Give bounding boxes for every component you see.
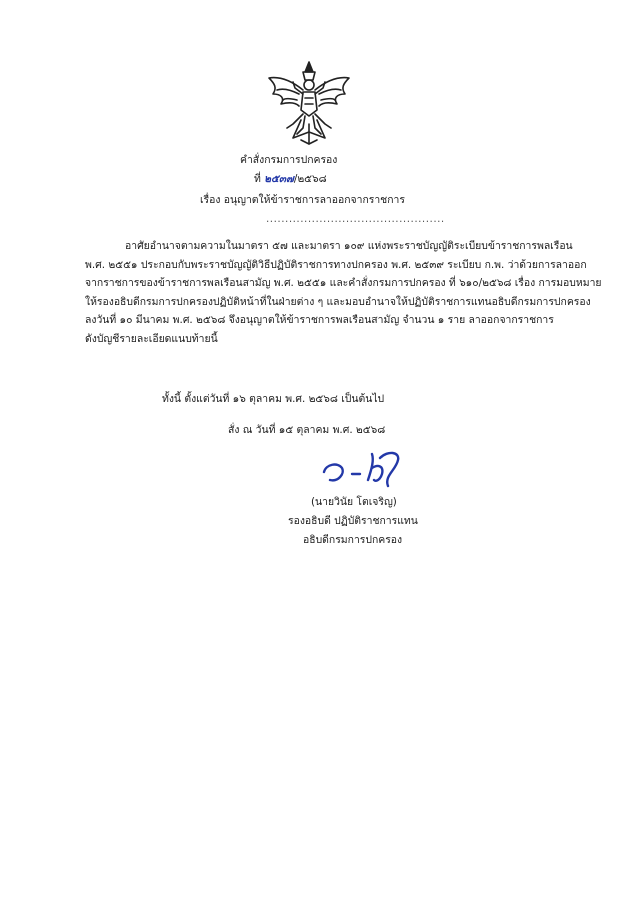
- garuda-emblem-icon: [263, 58, 355, 150]
- body-line: ลงวันที่ ๑๐ มีนาคม พ.ศ. ๒๕๖๘ จึงอนุญาตให้ข้าราชการพลเรือนสามัญ จำนวน ๑ ราย ลาออกจากราชการ: [85, 314, 554, 327]
- body-line: ดังบัญชีรายละเอียดแนบท้ายนี้: [85, 332, 218, 345]
- order-number-prefix: ที่: [254, 173, 261, 185]
- order-number-suffix: /๒๕๖๘: [293, 173, 327, 185]
- order-number: [254, 171, 327, 187]
- issuer-title: คำสั่งกรมการปกครอง: [240, 154, 338, 166]
- order-date: สั่ง ณ วันที่ ๑๕ ตุลาคม พ.ศ. ๒๕๖๘: [228, 424, 386, 436]
- order-body: [85, 237, 605, 349]
- body-line: อาศัยอำนาจตามความในมาตรา ๕๗ และมาตรา ๑๐๙ แห่งพระราชบัญญัติระเบียบข้าราชการพลเรือน: [125, 240, 573, 252]
- body-line: ให้รองอธิบดีกรมการปกครองปฏิบัติหน้าที่ในฝ่ายต่าง ๆ และมอบอำนาจให้ปฏิบัติราชการแทนอธิบดีกรมการปกครอง: [85, 295, 591, 308]
- effective-date: ทั้งนี้ ตั้งแต่วันที่ ๑๖ ตุลาคม พ.ศ. ๒๕๖๘ เป็นต้นไป: [162, 393, 385, 405]
- body-line: จากราชการของข้าราชการพลเรือนสามัญ พ.ศ. ๒๕๕๑ และคำสั่งกรมการปกครอง ที่ ๖๑๐/๒๕๖๘ เรื่อง การมอบหมาย: [85, 277, 602, 290]
- signer-department: อธิบดีกรมการปกครอง: [303, 534, 403, 546]
- signer-name: (นายวินัย โตเจริญ): [311, 496, 397, 508]
- signer-position: รองอธิบดี ปฏิบัติราชการแทน: [288, 515, 418, 527]
- subject-divider: ...............................................: [266, 213, 445, 225]
- order-number-handwritten: ๒๕๓๗: [264, 173, 294, 185]
- handwritten-signature: [318, 446, 410, 492]
- body-line: พ.ศ. ๒๕๕๑ ประกอบกับพระราชบัญญัติวิธีปฏิบัติราชการทางปกครอง พ.ศ. ๒๕๓๙ ระเบียบ ก.พ. ว่าด้วยการลาออก: [85, 258, 587, 271]
- order-subject: เรื่อง อนุญาตให้ข้าราชการลาออกจากราชการ: [200, 194, 405, 206]
